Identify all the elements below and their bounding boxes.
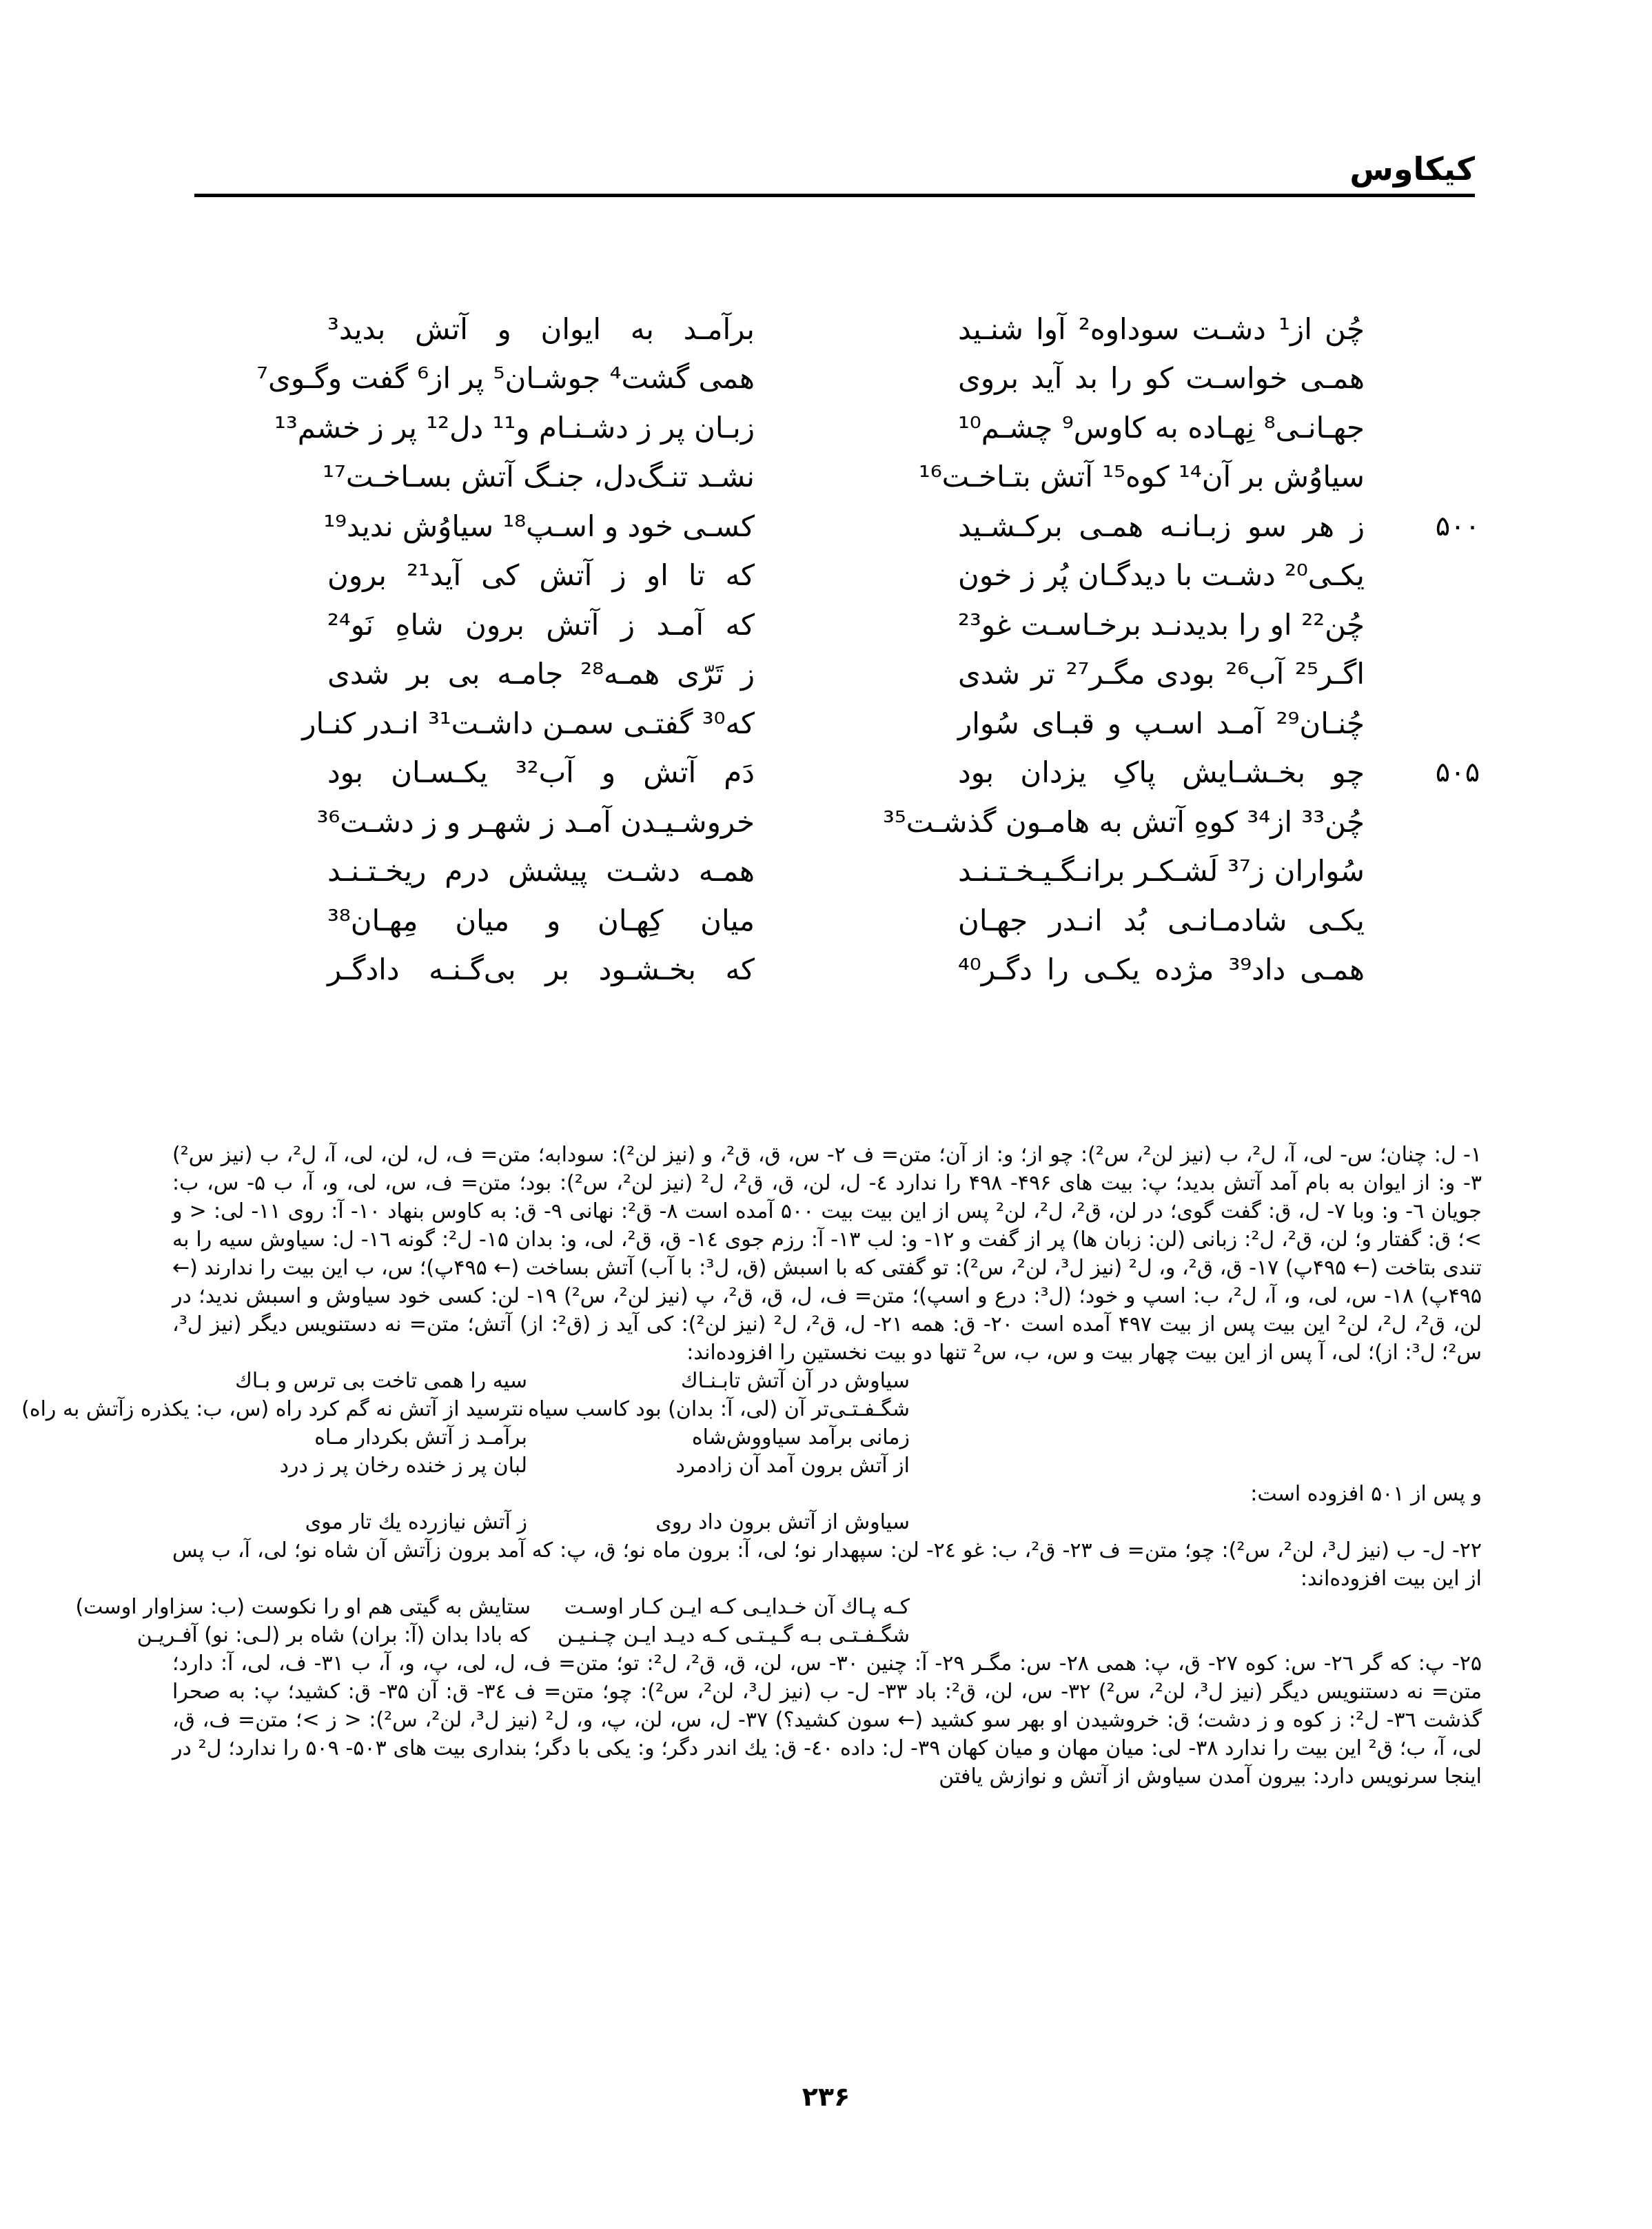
verse-row [289, 550, 1502, 600]
footnote-block-1: ۱- ل: چنان؛ س- لی، آ، ل²، ب (نیز لن²، س²): چو از؛ و: از آن؛ متن= ف ۲- س، ق، ق²، و (نیز لن²): سودابه؛ متن= ف، ل، لن، لی، آ، ل²، ب (نیز س²) ۳- و: از ایوان به بام آمد آتش بدید؛ پ: بیت های ۴۹۶- ۴۹۸ را ندارد ٤- ل، لن، ق، ق²، ل² (نیز لن²، س²): بود؛ متن= ف، س، لی، و، آ، ب ۵- س، ب: جویان ٦- و: وبا ۷- ل، ق: گفت گوی؛ در لن، ق²، ل²، لن² پس از این بیت بیت ۵۰۰ آمده است ۸- ق²: نهانی ۹- ق: به کاوس بنهاد ۱۰- آ: روی ۱۱- لی: < و >؛ ق: گفتار و؛ لن، ق²، ل²: زبانی (لن: زبان ها) پر از گفت و ۱۲- و: لب ۱۳- آ: رزم جوی ١٤- ق، ق²، لی، و: بدان ۱۵- ل²: گونه ١٦- ل: سیاوش سیه را به تندی بتاخت (← ۴۹۵پ) ۱۷- ق، ق²، و، ل² (نیز ل³، لن²، س²): تو گفتی که با اسبش (ق، ل³: با آب) آتش بساخت (← ۴۹۵پ)؛ س، ب این بیت را ندارند (← ۴۹۵پ) ۱۸- س، لی، و، آ، ل²، ب: اسپ و خود؛ (ل³: درع و اسپ)؛ متن= ف، ل، ق، ق²، پ (نیز لن²، س²) ۱۹- لن: کسی خود سیاوش و اسبش ندید؛ در لن، ق²، ل²، لن² این بیت پس از بیت ۴۹۷ آمده است ۲۰- ق: همه ۲۱- ل، ق²، ل² (نیز لن²): کی آید ز (ق²: از) آتش؛ متن= نه دستنویس دیگر (نیز ل³، س²؛ ل³: از)؛ لی، آ پس از این بیت چهار بیت و س، ب، س² تنها دو بیت نخستین را افزوده‌اند: [172, 1143, 1482, 1365]
inset-hemistich-first: از آتش برون آمد آن زادمرد [675, 1454, 910, 1478]
footnote-inset-verses-2 [172, 1508, 1482, 1536]
verse-row [289, 649, 1502, 698]
inset-hemistich-second: سیه را همی تاخت بی ترس و بـاك [235, 1369, 527, 1393]
footnote-inset-verses-1 [21, 1367, 1482, 1480]
inset-hemistich-first: شگـفـتـی بـه گـیـتـی کـه دیـد ایـن چـنـیـن [557, 1623, 910, 1647]
inset-hemistich-first: کـه پـاك آن خـدایـی کـه ایـن کـار اوسـت [564, 1595, 910, 1619]
inset-verse-row [172, 1452, 1482, 1480]
verse-row [289, 451, 1502, 501]
verse-row [289, 895, 1502, 944]
hemistich-first: سیاوُش بر آن¹⁴ کوه¹⁵ آتش بتـاخـت¹⁶ [918, 460, 1365, 493]
hemistich-second: که آمـد ز آتش برون شاهِ نَو²⁴ [327, 607, 755, 642]
hemistich-first: یکـی²⁰ دشـت با دیدگـان پُر ز خون [958, 558, 1365, 592]
hemistich-second: همـه دشـت پیشش درم ریخـتـنـد [327, 854, 755, 888]
verse-row [274, 402, 1502, 451]
hemistich-second: میان کِهـان و میان مِهـان³⁸ [327, 903, 755, 937]
verse-row [289, 599, 1502, 649]
hemistich-first: چُن از¹ دشـت سوداوه² آوا شنـید [958, 312, 1365, 346]
inset-verse-row [172, 1508, 1482, 1536]
verse-number: ۵۰۵ [1435, 757, 1480, 788]
hemistich-second: همی گشت⁴ جوشـان⁵ پر از⁶ گفت وگـوی⁷ [256, 361, 755, 395]
inset-hemistich-second: ز آتش نیازرده یك تار موی [305, 1510, 527, 1534]
hemistich-first: چُن²² او را بدیدنـد برخـاسـت غو²³ [958, 607, 1365, 642]
inset-hemistich-first: سیاوش در آن آتش تابـنـاك [680, 1369, 910, 1393]
verse-number: ۵۰۰ [1435, 510, 1480, 542]
hemistich-first: سُواران ز³⁷ لَشـکـر برانـگـیـخـتـنـد [958, 854, 1365, 888]
hemistich-first: چو بخـشـایش پاکِ یزدان بود [958, 755, 1365, 789]
hemistich-second: کسـی خود و اسـپ¹⁸ سیاوُش ندید¹⁹ [323, 509, 755, 543]
verse-row [289, 846, 1502, 895]
hemistich-second: که تا او ز آتش کی آید²¹ برون [327, 558, 755, 592]
footnotes-apparatus [21, 1141, 1482, 1791]
hemistich-second: زبـان پر ز دشـنـام و¹¹ دل¹² پر ز خشم¹³ [274, 410, 755, 445]
hemistich-first: ز هر سو زبـانـه همـی برکـشـید [958, 509, 1365, 543]
verse-row [289, 944, 1502, 994]
verse-row [256, 353, 1502, 403]
inset-verse-row [172, 1423, 1482, 1452]
hemistich-second: دَم آتش و آب³² یکـسـان بود [327, 755, 755, 789]
inset-hemistich-first: زمانی برآمد سیاووش‌شاه [691, 1425, 910, 1449]
footnote-block-4: ۲۵- پ: که گر ۲٦- س: کوه ۲۷- ق، پ: همی ۲۸- س: مگـر ۲۹- آ: چنین ۳۰- س، لن، ق، ق²، ل²: تو؛ متن= ف، ل، لی، پ، و، آ، ب ۳۱- ف، لی، آ: دارد؛ متن= نه دستنویس دیگر (نیز ل³، لن²، س²) ۳۲- س، لن، ق²: باد ۳۳- ل- ب (نیز ل³، لن²، س²): چو؛ متن= ف ٣٤- ق: آن ۳۵- ق: کشید؛ پ: به صحرا گذشت ۳٦- ل²: ز کوه و ز دشت؛ ق: خروشیدن او بهر سو کشید (← سون کشید؟) ۳۷- ل، س، لن، پ، و، ل² (نیز ل³، لن²، س²): < ز >؛ متن= ف، ق، لی، آ، ب؛ ق² این بیت را ندارد ۳۸- لی: میان مهان و میان کهان ۳۹- ل: داده ٤٠- ق: یك اندر دگر؛ و: یکی با دگر؛ بنداری بیت های ۵۰۳- ۵۰۹ را ندارد؛ ل² در اینجا سرنویس دارد: بیرون آمدن سیاوش از آتش و نوازش یافتن [172, 1651, 1482, 1789]
verse-row [289, 500, 1502, 550]
hemistich-second: ز تَرّی همـه²⁸ جامـه بی بر شدی [327, 657, 755, 691]
hemistich-second: برآمـد به ایوان و آتش بدید³ [327, 312, 755, 346]
footnote-inset-verses-3 [75, 1593, 1482, 1649]
hemistich-second: که³⁰ گفتـی سمـن داشـت³¹ انـدر کنـار [302, 706, 755, 740]
inset-verse-row [21, 1395, 1482, 1423]
hemistich-first: یکـی شادمـانـی بُد انـدر جهـان [958, 903, 1365, 937]
hemistich-second: خروشـیـدن آمـد ز شهـر و ز دشـت³⁶ [316, 804, 755, 839]
inset-hemistich-first: شگـفـتـی‌تر آن (لی، آ: بدان) بود کاسب سیاه [528, 1397, 910, 1421]
inset-hemistich-second: نترسید از آتش نه گم کرد راه (س، ب: یکذره زآتش به راه) [21, 1397, 524, 1421]
inset-hemistich-second: برآمـد ز آتش بکردار مـاه [314, 1425, 527, 1449]
hemistich-first: جهـانـی⁸ نِهـاده به کاوس⁹ چشـم¹⁰ [958, 410, 1365, 445]
poem-body [256, 303, 1502, 993]
hemistich-second: که بخـشـود بر بی‌گـنـه دادگـر [327, 953, 755, 986]
footnote-block-3: ۲۲- ل- ب (نیز ل³، لن²، س²): چو؛ متن= ف ۲۳- ق²، ب: غو ٢٤- لن: سپهدار نو؛ لی، آ: برون ماه نو؛ ق، پ: که آمد برون زآتش آن شاه نو؛ لی، آ، ب پس از این بیت افزوده‌اند: [172, 1538, 1482, 1591]
verse-row [289, 303, 1502, 353]
verse-row [289, 698, 1502, 747]
hemistich-first: چُن³³ از³⁴ کوهِ آتش به هامـون گذشـت³⁵ [883, 804, 1365, 839]
inset-verse-row [136, 1621, 1482, 1649]
hemistich-first: اگـر²⁵ آب²⁶ بودی مگـر²⁷ تر شدی [958, 657, 1365, 691]
verse-row [289, 747, 1502, 797]
running-title: کیکاوس [1349, 150, 1475, 187]
footnote-block-2: و پس از ۵۰۱ افزوده است: [1250, 1482, 1482, 1506]
verse-row [289, 796, 1502, 846]
hemistich-first: چُنـان²⁹ آمـد اسـپ و قبـای سُوار [958, 706, 1365, 740]
page-number: ۲۳۶ [802, 2082, 850, 2112]
page-header [194, 148, 1475, 197]
inset-hemistich-first: سیاوش از آتش برون داد روی [655, 1510, 910, 1534]
hemistich-first: همـی داد³⁹ مژده یکـی را دگـر⁴⁰ [958, 953, 1365, 986]
inset-verse-row [172, 1367, 1482, 1395]
inset-hemistich-second: که بادا بدان (آ: بران) شاه بر (لـی: نو) آفـریـن [136, 1623, 530, 1647]
inset-hemistich-second: لبان پر ز خنده رخان پر ز درد [279, 1454, 527, 1478]
hemistich-second: نشـد تنـگ‌دل، جنـگ آتش بسـاخـت¹⁷ [323, 460, 755, 493]
inset-hemistich-second: ستایش به گیتی هم او را نکوست (ب: سزاوار اوست) [75, 1595, 531, 1619]
hemistich-first: همـی خواسـت کو را بد آید بروی [958, 361, 1365, 395]
inset-verse-row [75, 1593, 1482, 1621]
